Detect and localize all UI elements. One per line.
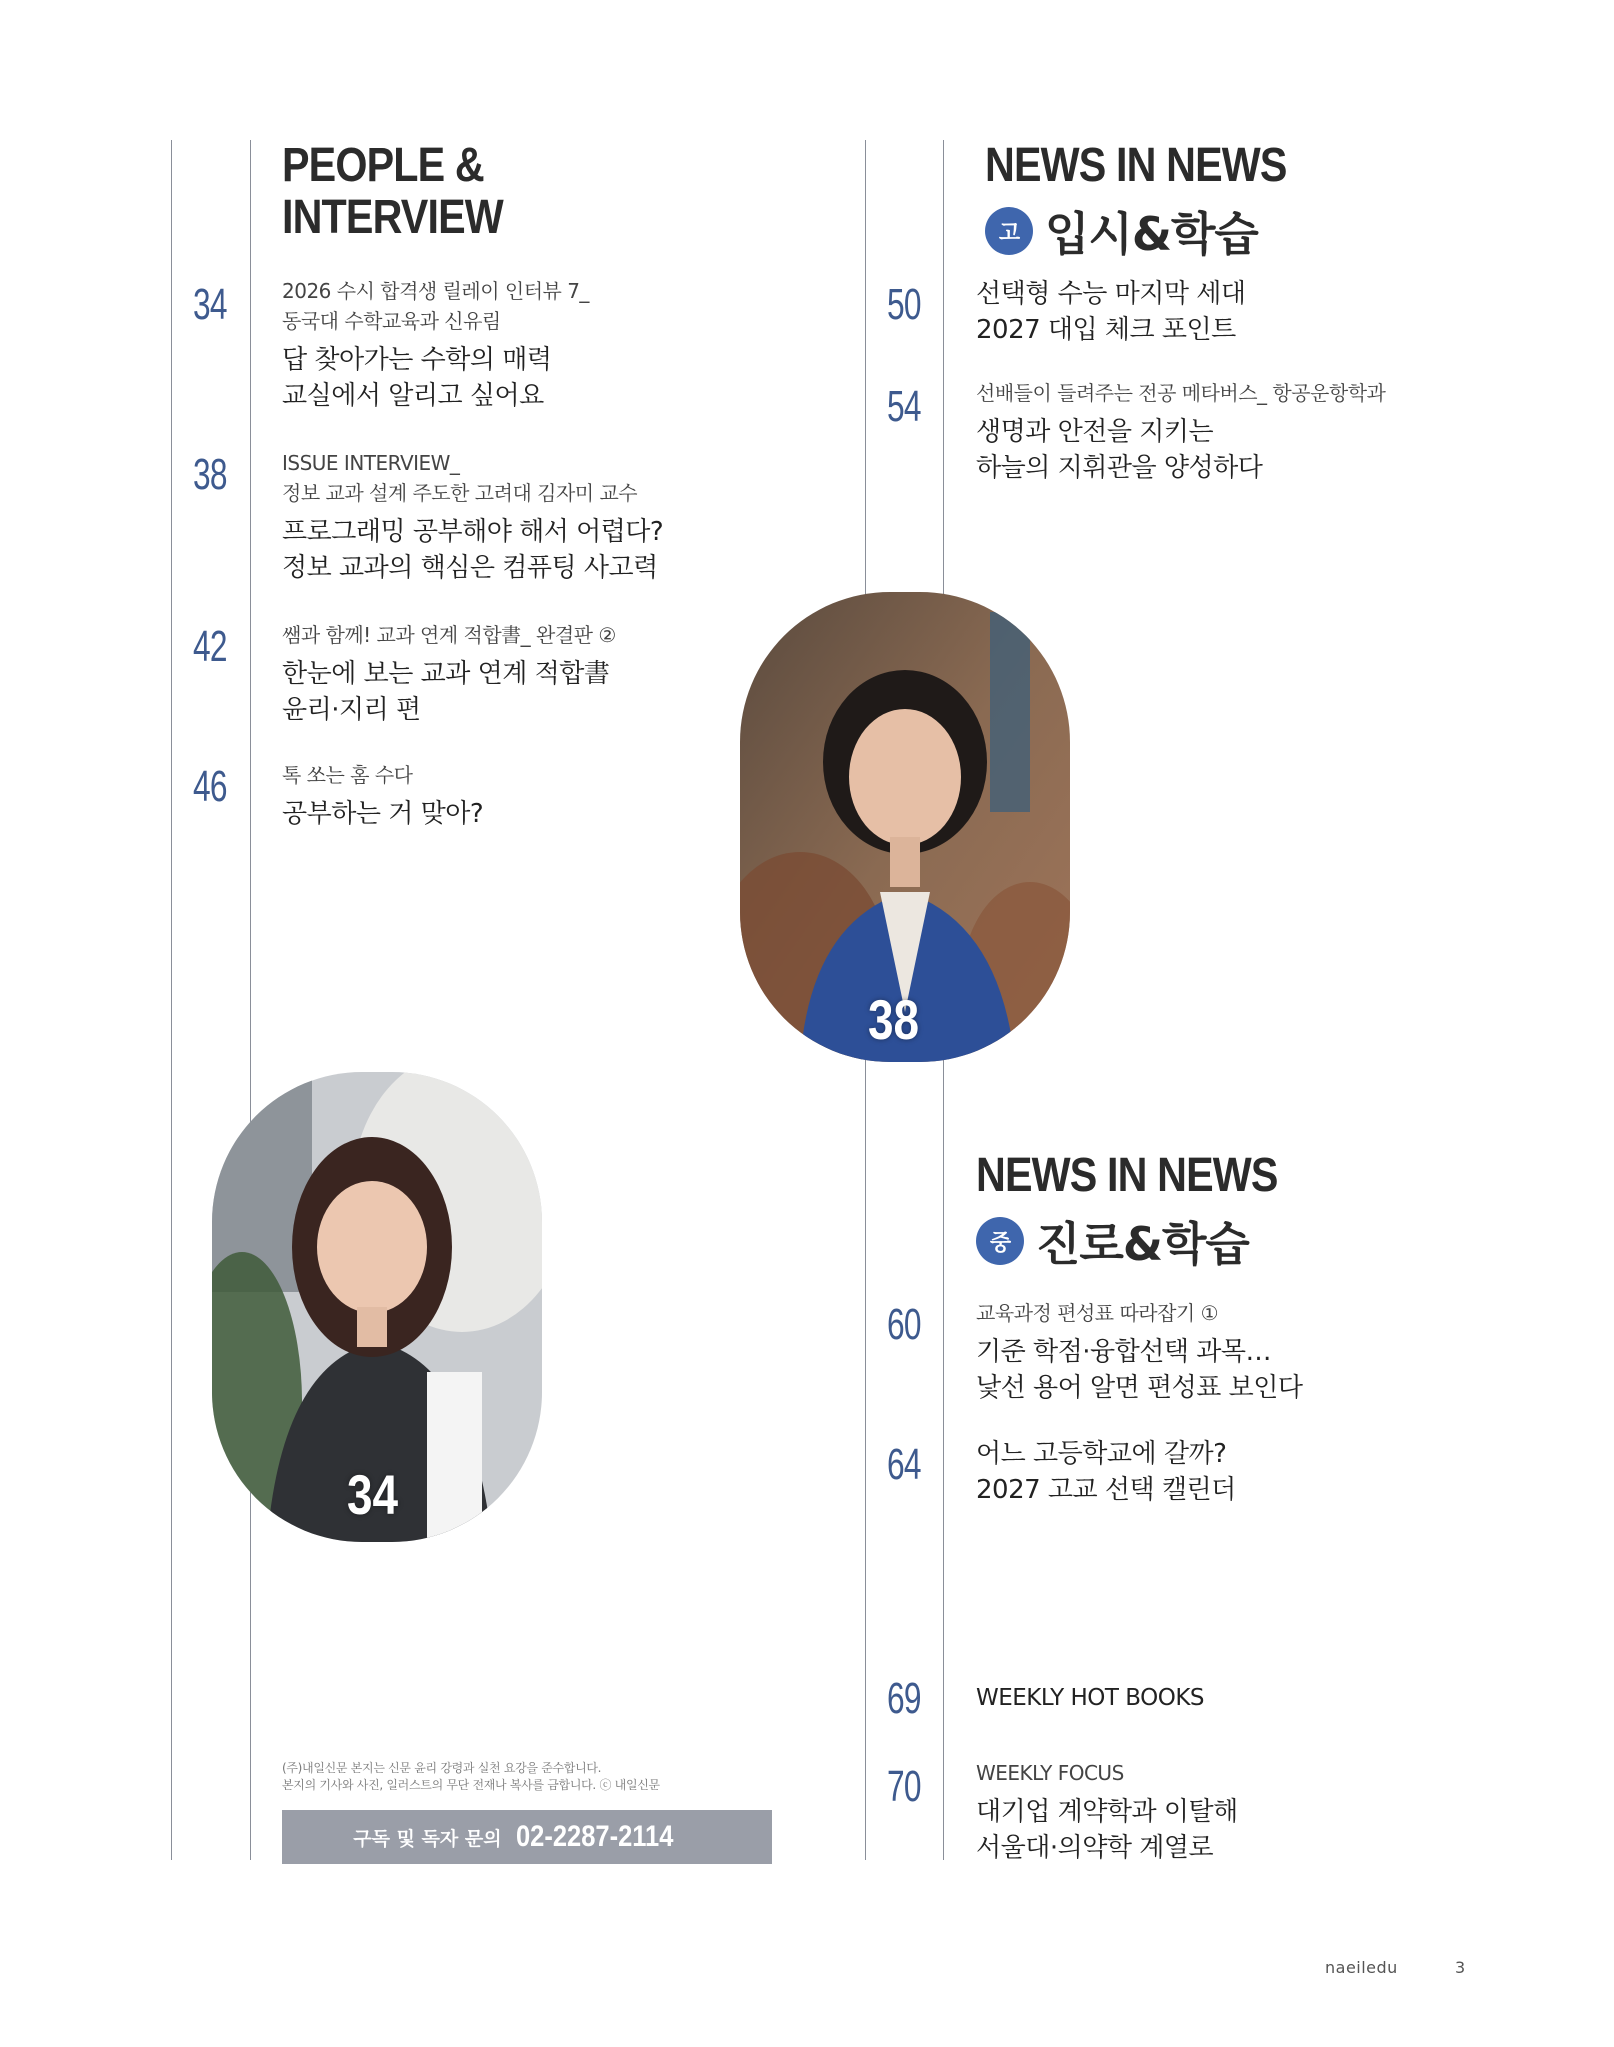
entry-kicker: 정보 교과 설계 주도한 고려대 김자미 교수 xyxy=(282,481,638,505)
page-number: 64 xyxy=(887,1440,921,1489)
entry-headline: 공부하는 거 맞아? xyxy=(282,799,484,829)
divider-left-outer xyxy=(171,140,172,1860)
news-in-news-high-heading xyxy=(985,140,1336,264)
toc-entry-54[interactable] xyxy=(976,378,1385,486)
section-subtitle: 입시&학습 xyxy=(1045,207,1258,261)
notice-line1: (주)내일신문 본지는 신문 윤리 강령과 실천 요강을 준수합니다. xyxy=(282,1761,602,1775)
news-in-news-middle-heading xyxy=(976,1150,1327,1274)
section-title-line1: PEOPLE & xyxy=(282,139,484,192)
entry-kicker: 교육과정 편성표 따라잡기 ① xyxy=(976,1301,1219,1325)
entry-headline: WEEKLY HOT BOOKS xyxy=(976,1685,1205,1711)
toc-entry-64[interactable] xyxy=(976,1436,1236,1508)
toc-entry-50[interactable] xyxy=(976,276,1245,348)
notice-line2: 본지의 기사와 사진, 일러스트의 무단 전재나 복사를 금합니다. ⓒ 내일신문 xyxy=(282,1778,660,1792)
entry-headline: 한눈에 보는 교과 연계 적합書 xyxy=(282,659,610,689)
toc-entry-46[interactable] xyxy=(282,760,483,832)
page-number: 38 xyxy=(193,450,227,499)
photo-page-number: 38 xyxy=(868,988,920,1051)
section-title: NEWS IN NEWS xyxy=(985,139,1287,192)
entry-headline: 교실에서 알리고 싶어요 xyxy=(282,381,544,411)
page-number: 50 xyxy=(887,280,921,329)
footer-page-number: 3 xyxy=(1455,1958,1466,1977)
middle-school-badge: 중 xyxy=(976,1217,1024,1265)
entry-headline: 윤리·지리 편 xyxy=(282,695,421,725)
page-number: 46 xyxy=(193,762,227,811)
footer-brand: naeiledu xyxy=(1325,1958,1398,1977)
entry-headline: 2027 대입 체크 포인트 xyxy=(976,315,1236,345)
entry-kicker: 쌤과 함께! 교과 연계 적합書_ 완결판 ② xyxy=(282,623,616,647)
toc-entry-38[interactable] xyxy=(282,448,663,586)
high-school-badge: 고 xyxy=(985,207,1033,255)
entry-kicker: 선배들이 들려주는 전공 메타버스_ 항공운항학과 xyxy=(976,381,1386,405)
student-photo xyxy=(212,1072,542,1542)
section-subtitle-row xyxy=(976,1208,1327,1274)
entry-headline: 2027 고교 선택 캘린더 xyxy=(976,1475,1236,1505)
contact-phone[interactable]: 02-2287-2114 xyxy=(515,1820,673,1853)
page-number: 34 xyxy=(193,280,227,329)
divider-left-inner xyxy=(250,140,251,1860)
toc-entry-42[interactable] xyxy=(282,620,616,728)
entry-headline: 생명과 안전을 지키는 xyxy=(976,417,1214,447)
toc-entry-69[interactable] xyxy=(976,1680,1204,1716)
section-title-line2: INTERVIEW xyxy=(282,191,503,244)
entry-kicker: WEEKLY FOCUS xyxy=(976,1761,1124,1785)
toc-entry-34[interactable] xyxy=(282,276,589,414)
contact-label: 구독 및 독자 문의 xyxy=(353,1827,502,1850)
entry-headline: 기준 학점·융합선택 과목… xyxy=(976,1337,1271,1367)
entry-headline: 답 찾아가는 수학의 매력 xyxy=(282,345,552,375)
entry-kicker: 동국대 수학교육과 신유림 xyxy=(282,309,501,333)
entry-headline: 어느 고등학교에 갈까? xyxy=(976,1439,1227,1469)
page-number: 70 xyxy=(887,1762,921,1811)
entry-headline: 정보 교과의 핵심은 컴퓨팅 사고력 xyxy=(282,553,658,583)
toc-entry-70[interactable] xyxy=(976,1758,1238,1866)
entry-headline: 선택형 수능 마지막 세대 xyxy=(976,279,1246,309)
entry-headline: 대기업 계약학과 이탈해 xyxy=(976,1797,1238,1827)
toc-entry-60[interactable] xyxy=(976,1298,1302,1406)
page-number: 42 xyxy=(193,622,227,671)
entry-headline: 서울대·의약학 계열로 xyxy=(976,1833,1214,1863)
page-number: 69 xyxy=(887,1674,921,1723)
contact-bar xyxy=(282,1810,772,1864)
section-subtitle-row xyxy=(985,198,1336,264)
entry-headline: 하늘의 지휘관을 양성하다 xyxy=(976,453,1263,483)
page-number: 54 xyxy=(887,382,921,431)
section-subtitle: 진로&학습 xyxy=(1036,1217,1249,1271)
legal-notice xyxy=(282,1760,660,1794)
photo-page-number: 34 xyxy=(347,1463,399,1526)
entry-headline: 낯선 용어 알면 편성표 보인다 xyxy=(976,1373,1303,1403)
page-number: 60 xyxy=(887,1300,921,1349)
entry-headline: 프로그래밍 공부해야 해서 어렵다? xyxy=(282,517,664,547)
entry-kicker: 2026 수시 합격생 릴레이 인터뷰 7_ xyxy=(282,279,589,303)
professor-photo xyxy=(740,592,1070,1062)
entry-kicker: 톡 쏘는 홈 수다 xyxy=(282,763,413,787)
section-title: NEWS IN NEWS xyxy=(976,1149,1278,1202)
entry-kicker: ISSUE INTERVIEW_ xyxy=(282,451,460,475)
people-interview-heading xyxy=(282,140,539,244)
